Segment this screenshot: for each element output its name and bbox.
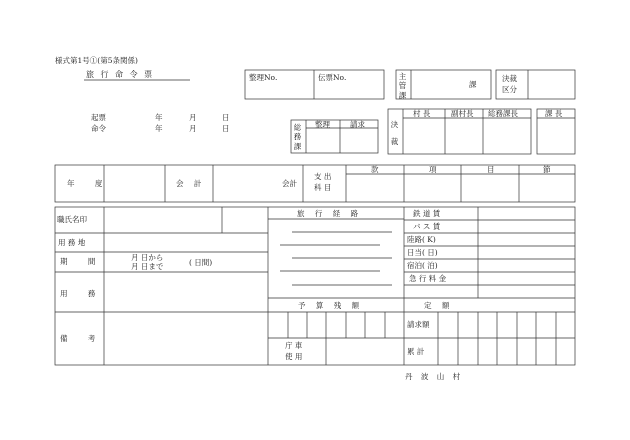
seiri-label: 整理 — [315, 120, 330, 129]
nen-label-1: 年 — [155, 113, 163, 122]
kaikei-label-2: 会計 — [282, 179, 297, 188]
kaikei-label-1: 会 計 — [176, 179, 206, 188]
somuka-label: 総務課 — [293, 123, 302, 151]
meirei-label: 命令 — [91, 124, 106, 133]
moku-label: 目 — [487, 165, 495, 174]
rikuro-label: 陸路( K) — [407, 235, 436, 244]
shokushimei-label: 職氏名印 — [57, 215, 87, 224]
denpyo-no-label: 伝票No. — [318, 73, 347, 82]
nen-label-2: 年 — [155, 124, 163, 133]
kikan-to: 月 日まで — [131, 262, 164, 271]
nichikan-label: ( 日間) — [189, 258, 213, 267]
nendo-label: 年 度 — [67, 179, 112, 188]
shukuhaku-label: 宿泊( 泊) — [407, 261, 438, 270]
tetsudo-label: 鉄 道 賃 — [413, 209, 441, 218]
ka-label: 課 — [469, 80, 477, 89]
ruikei-label: 累 計 — [407, 347, 425, 356]
kan-label: 款 — [371, 165, 379, 174]
fukusoncho-label: 副村長 — [451, 109, 474, 118]
nitto-label: 日当( 日) — [407, 248, 438, 257]
shukan-label: 主管課 — [398, 72, 407, 100]
kessai-label: 決裁 — [390, 120, 399, 146]
somukacho-label: 総務課長 — [488, 109, 518, 118]
bus-label: バ ス 賃 — [413, 222, 441, 231]
yomuchi-label: 用 務 地 — [58, 238, 86, 247]
form-number: 様式第1号①(第5条関係) — [55, 56, 138, 65]
seiri-no-label: 整理No. — [249, 73, 278, 82]
kacho-label: 課 長 — [545, 109, 563, 118]
setsu-label: 節 — [543, 165, 551, 174]
kihyo-label: 起票 — [91, 113, 106, 122]
seikyu-label: 請求 — [350, 120, 365, 129]
kamoku-label: 科 目 — [314, 183, 332, 192]
tsuki-label-2: 月 — [189, 124, 197, 133]
tsuki-label-1: 月 — [189, 113, 197, 122]
kyuko-label: 急 行 料 金 — [409, 274, 447, 283]
page-title: 旅 行 命 令 票 — [86, 70, 155, 79]
biko-label: 備 考 — [60, 334, 105, 343]
yomu-label: 用 務 — [60, 289, 105, 298]
ko-label: 項 — [429, 165, 437, 174]
seikyu-gaku-label: 請求額 — [407, 320, 430, 329]
kessai-kubun-label: 決裁区分 — [502, 74, 517, 94]
yosan-zangaku-label: 予 算 残 額 — [298, 301, 364, 310]
ryoko-keiro-label: 旅 行 経 路 — [297, 209, 363, 218]
teigaku-label: 定 額 — [424, 301, 454, 310]
shishutsu-label: 支 出 — [314, 172, 332, 181]
hi-label-1: 日 — [222, 113, 230, 122]
shiyo-label: 使 用 — [285, 352, 303, 361]
kikan-label: 期 間 — [60, 257, 105, 266]
chosha-label: 庁 車 — [285, 341, 303, 350]
soncho-label: 村 長 — [413, 109, 431, 118]
kikan-from: 月 日から — [131, 253, 164, 262]
hi-label-2: 日 — [222, 124, 230, 133]
village-name: 丹 波 山 村 — [405, 372, 464, 381]
